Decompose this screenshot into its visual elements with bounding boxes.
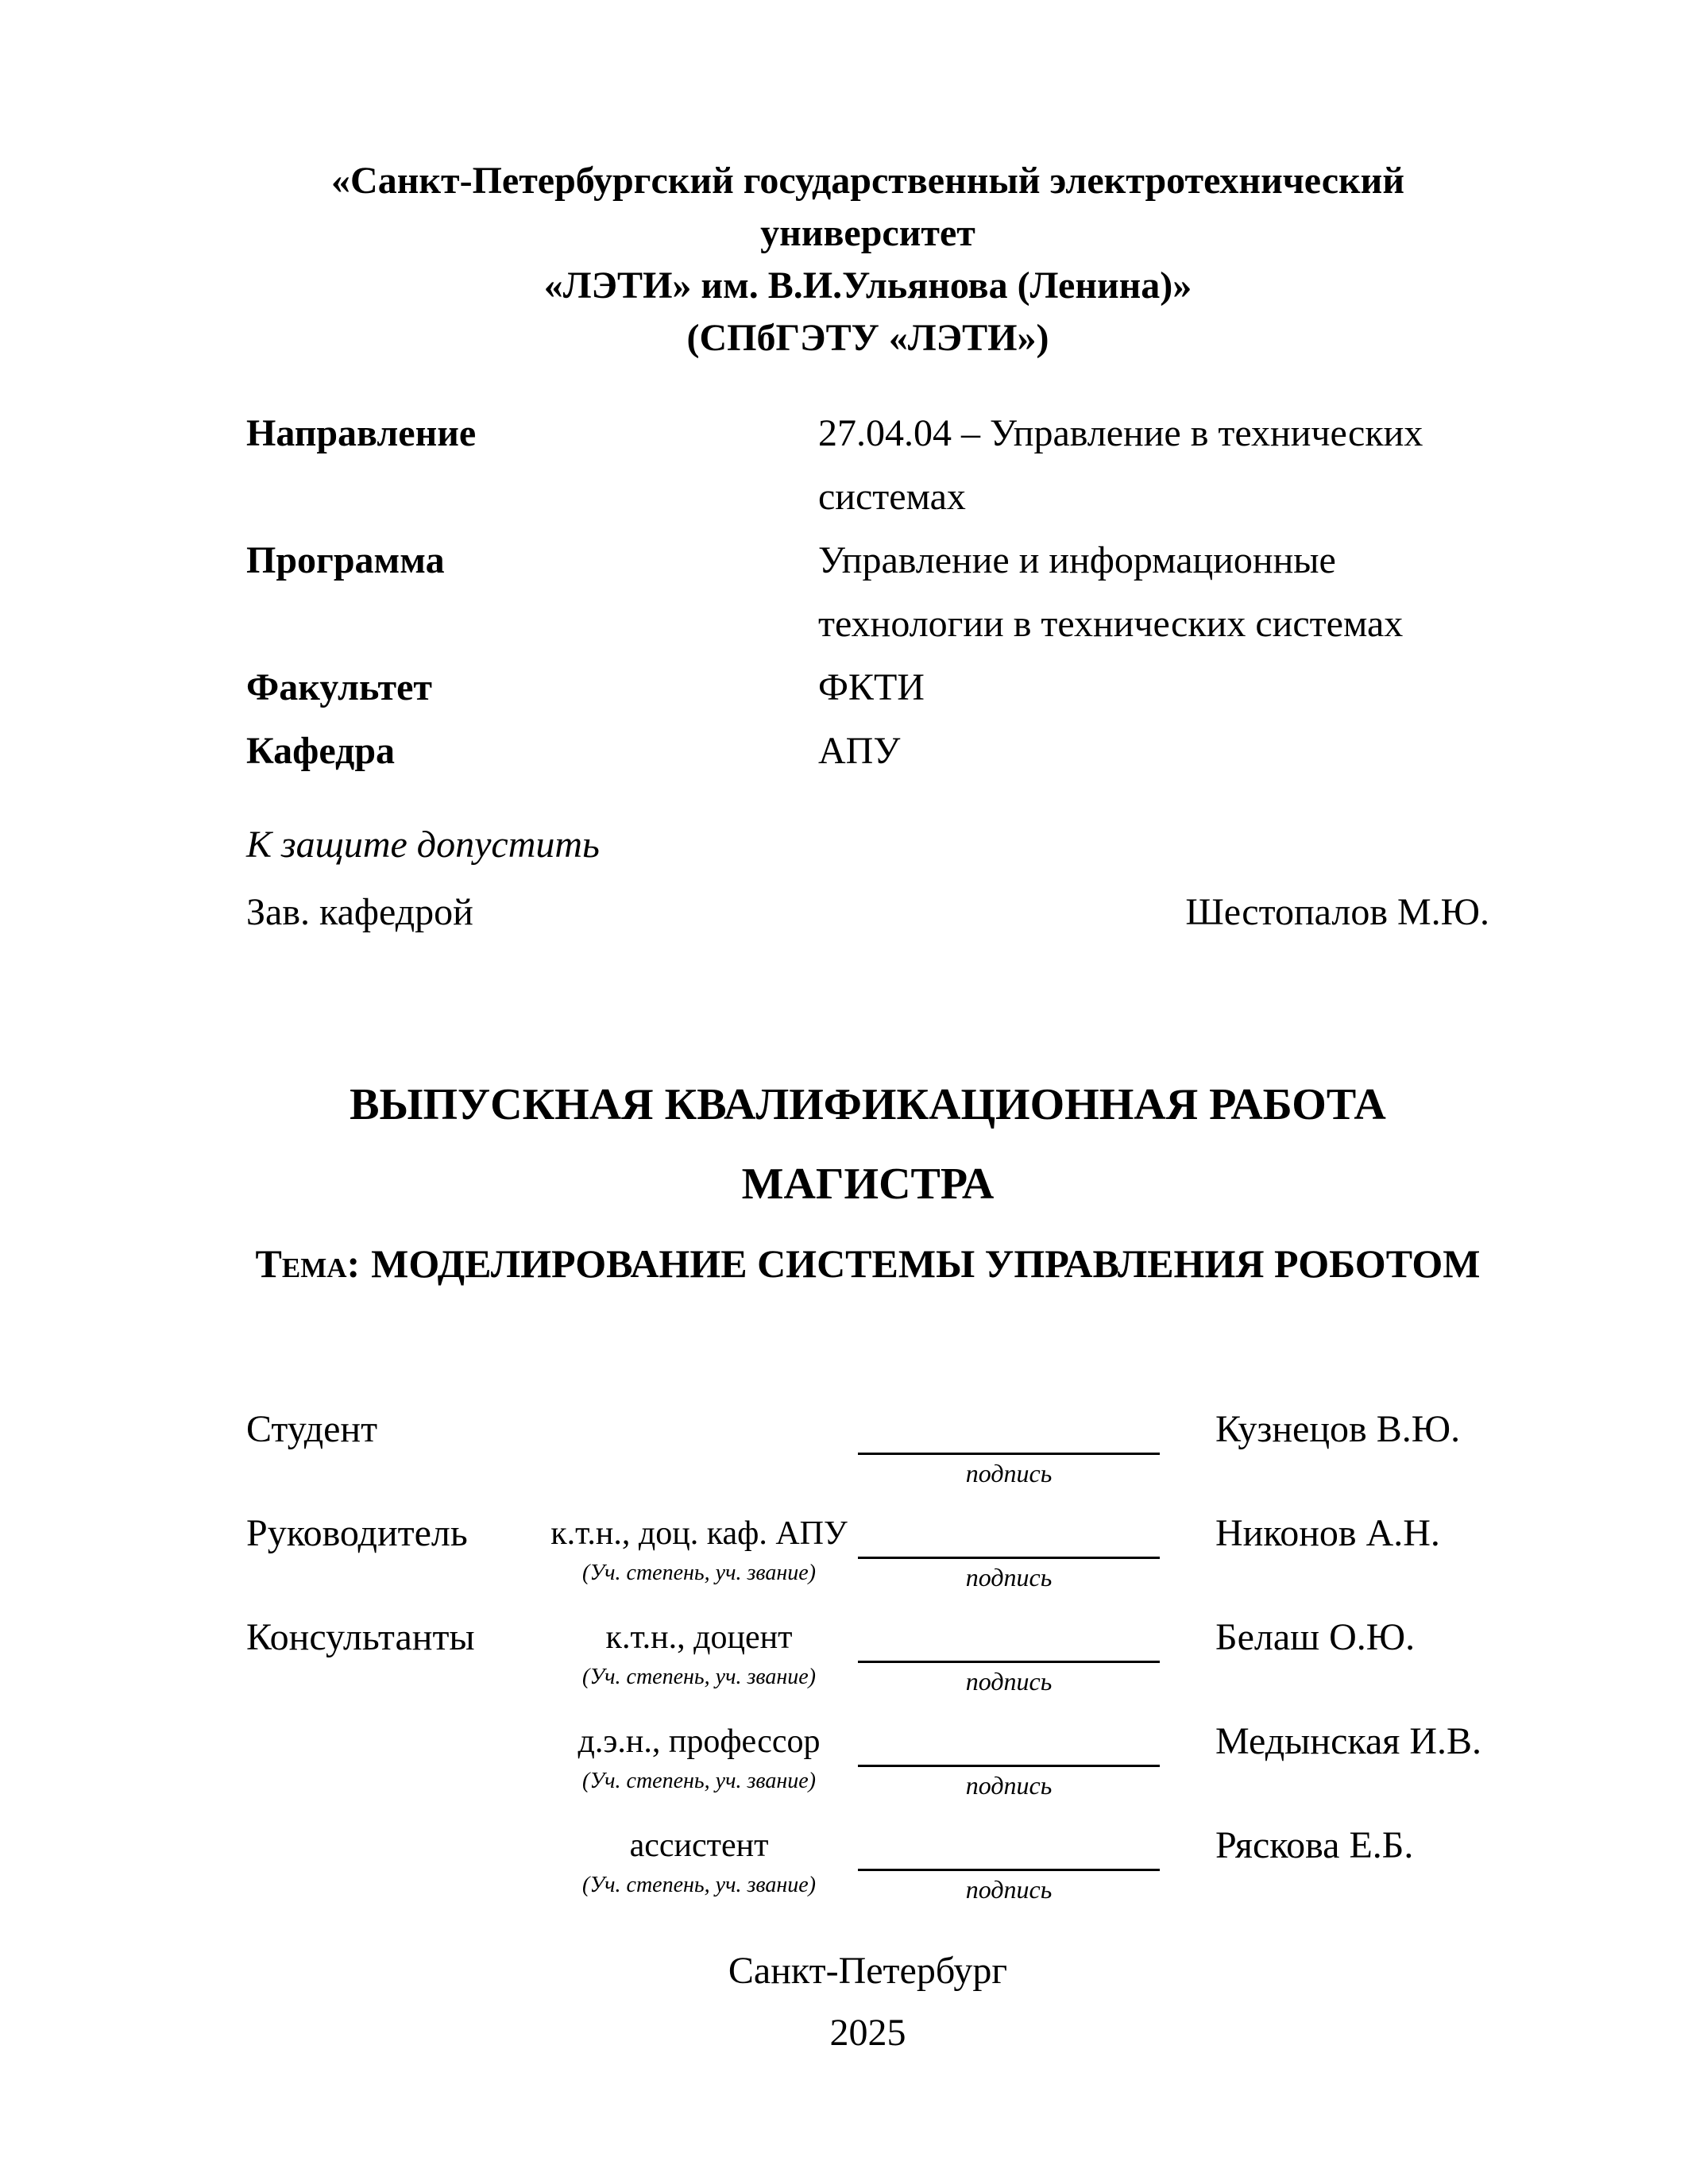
- signature-degree-cell: [540, 1719, 858, 1795]
- signature-row-student: [246, 1406, 1489, 1488]
- thesis-theme-label: Тема:: [255, 1241, 361, 1286]
- field-direction-value-line-2: системах: [818, 476, 966, 518]
- signature-degree: ассистент: [629, 1827, 769, 1864]
- field-faculty-value: ФКТИ: [818, 666, 925, 708]
- signature-caption: подпись: [965, 1563, 1053, 1592]
- signature-row-supervisor: [246, 1511, 1489, 1592]
- signature-caption: подпись: [965, 1771, 1053, 1800]
- signature-name: Ряскова Е.Б.: [1215, 1824, 1414, 1866]
- thesis-title-block: [246, 1065, 1489, 1303]
- department-head-row: [246, 878, 1489, 946]
- field-program-value-line-2: технологии в технических системах: [818, 603, 1404, 645]
- field-program-label: Программа: [246, 539, 445, 581]
- thesis-title-line-2: МАГИСТРА: [741, 1160, 995, 1209]
- signature-caption: подпись: [965, 1667, 1053, 1696]
- signature-line-cell: [858, 1511, 1160, 1592]
- field-department: [246, 720, 1489, 783]
- signature-degree-cell: [540, 1823, 858, 1899]
- field-program-value-line-1: Управление и информационные: [818, 539, 1336, 581]
- department-head-name: Шестопалов М.Ю.: [1185, 891, 1489, 933]
- thesis-theme-line: [246, 1224, 1489, 1303]
- admission-statement: К защите допустить: [246, 824, 600, 866]
- signature-line: [858, 1511, 1160, 1559]
- field-faculty: [246, 656, 1489, 720]
- department-head-label: Зав. кафедрой: [246, 891, 473, 933]
- signature-line: [858, 1406, 1160, 1455]
- page-footer: [246, 1940, 1489, 2064]
- signature-role: Консультанты: [246, 1616, 475, 1658]
- signature-degree-cell: [540, 1615, 858, 1691]
- signature-role: Студент: [246, 1408, 378, 1450]
- signature-name: Белаш О.Ю.: [1215, 1616, 1416, 1658]
- university-header: [246, 155, 1489, 365]
- signature-line-cell: [858, 1615, 1160, 1696]
- footer-city: Санкт-Петербург: [728, 1950, 1008, 1992]
- field-direction-value: [818, 402, 1489, 529]
- signature-degree-note: (Уч. степень, уч. звание): [582, 1561, 816, 1585]
- field-faculty-label: Факультет: [246, 666, 432, 708]
- signature-table: [246, 1406, 1489, 1904]
- signature-degree-cell: [540, 1511, 858, 1587]
- university-name-line-2: «ЛЭТИ» им. В.И.Ульянова (Ленина)»: [543, 264, 1192, 307]
- signature-row-consultant-2: [246, 1719, 1489, 1800]
- signature-name: Медынская И.В.: [1215, 1720, 1482, 1762]
- signature-degree-note: (Уч. степень, уч. звание): [582, 1665, 816, 1689]
- field-direction-label: Направление: [246, 412, 477, 454]
- signature-degree: к.т.н., доц. каф. АПУ: [550, 1515, 848, 1552]
- field-program-value: [818, 529, 1489, 656]
- signature-line-cell: [858, 1406, 1160, 1488]
- signature-name: Кузнецов В.Ю.: [1215, 1408, 1461, 1450]
- signature-line: [858, 1823, 1160, 1871]
- field-direction-value-line-1: 27.04.04 – Управление в технических: [818, 412, 1423, 454]
- signature-line: [858, 1615, 1160, 1663]
- field-program: [246, 529, 1489, 656]
- signature-degree: к.т.н., доцент: [605, 1619, 793, 1656]
- university-abbreviation: (СПбГЭТУ «ЛЭТИ»): [686, 317, 1049, 359]
- signature-line-cell: [858, 1823, 1160, 1904]
- signature-role: Руководитель: [246, 1512, 468, 1554]
- signature-caption: подпись: [965, 1459, 1053, 1488]
- field-department-value: АПУ: [818, 730, 901, 772]
- thesis-theme-text: МОДЕЛИРОВАНИЕ СИСТЕМЫ УПРАВЛЕНИЯ РОБОТОМ: [371, 1241, 1481, 1286]
- signature-name: Никонов А.Н.: [1215, 1512, 1440, 1554]
- field-department-label: Кафедра: [246, 730, 396, 772]
- signature-degree: д.э.н., профессор: [577, 1723, 821, 1760]
- signature-degree-note: (Уч. степень, уч. звание): [582, 1873, 816, 1897]
- signature-line-cell: [858, 1719, 1160, 1800]
- signature-row-consultant-3: [246, 1823, 1489, 1904]
- footer-year: 2025: [829, 2012, 906, 2054]
- signature-degree-note: (Уч. степень, уч. звание): [582, 1769, 816, 1793]
- signature-caption: подпись: [965, 1875, 1053, 1904]
- program-fields: [246, 402, 1489, 783]
- field-direction: [246, 402, 1489, 529]
- admission-block: [246, 811, 1489, 946]
- signature-line: [858, 1719, 1160, 1767]
- university-name-line-1: «Санкт-Петербургский государственный электротехнический университет: [331, 160, 1404, 254]
- signature-row-consultant-1: [246, 1615, 1489, 1696]
- thesis-title-line-1: ВЫПУСКНАЯ КВАЛИФИКАЦИОННАЯ РАБОТА: [350, 1080, 1386, 1129]
